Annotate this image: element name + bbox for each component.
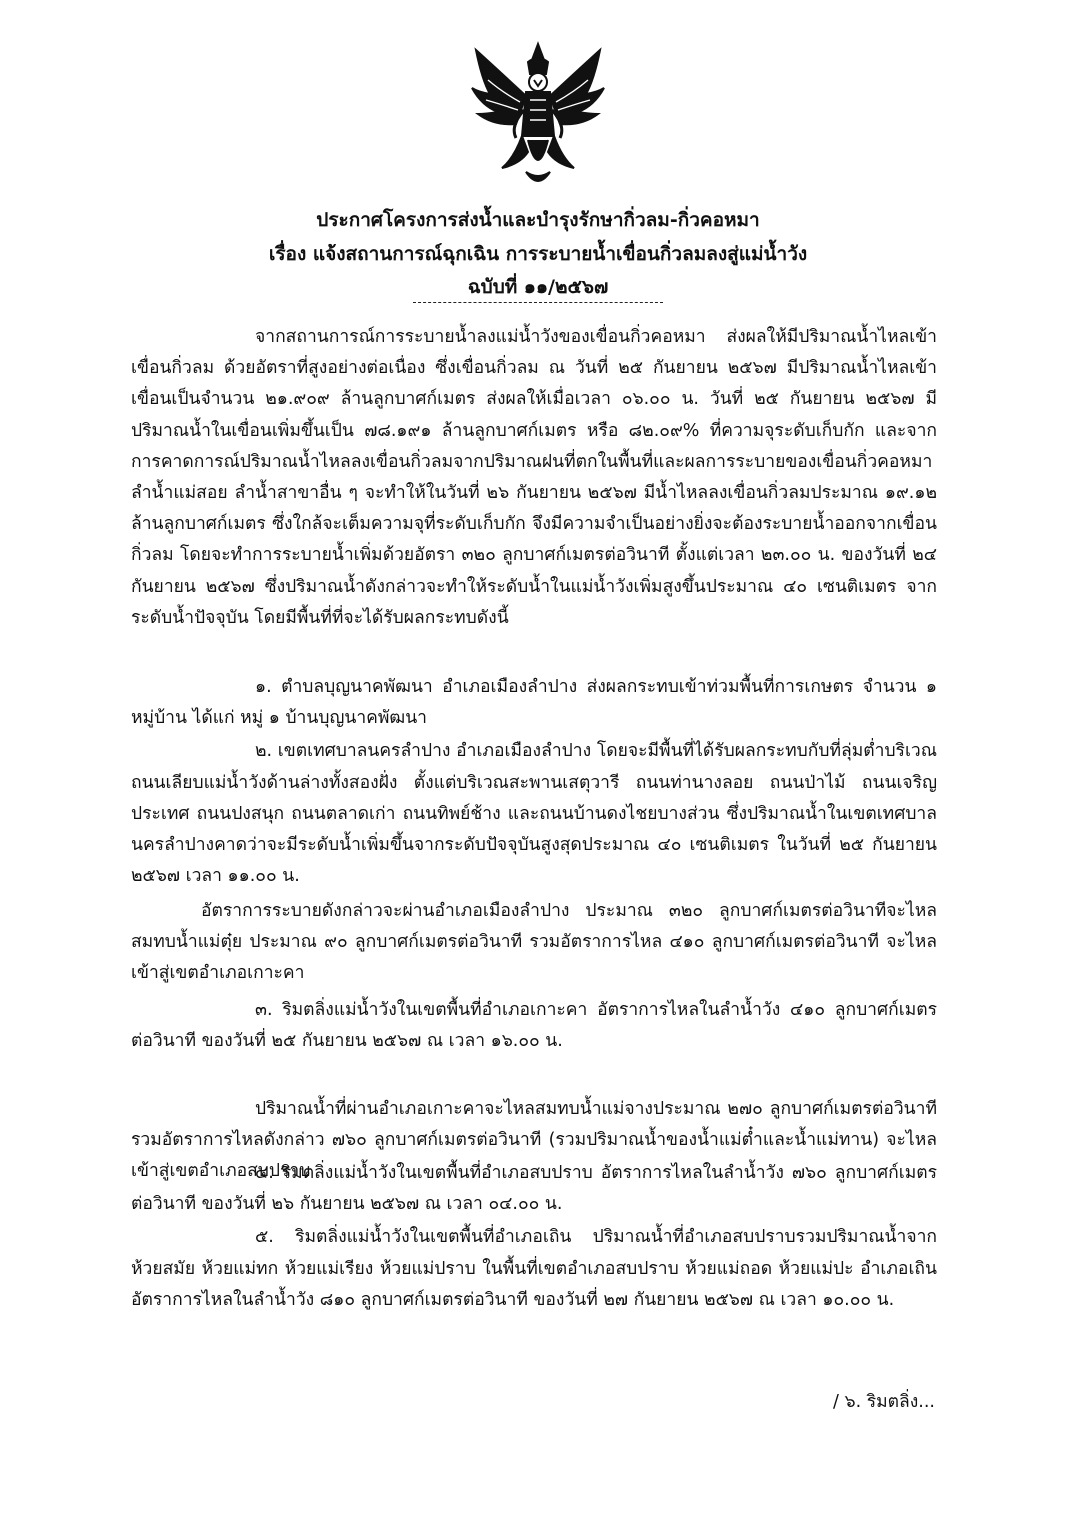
rate-note-2-text: ปริมาณน้ำที่ผ่านอำเภอเกาะคาจะไหลสมทบน้ำแม่จางประมาณ ๒๗๐ ลูกบาศก์เมตรต่อวินาที รวมอัตราการไหลดังกล่าว ๗๖๐ ลูกบาศก์เมตรต่อวินาที (รวมปริมาณน้ำของน้ำแม่ต๋ำและน้ำแม่ทาน) จะไหลเข้าสู่เขตอำเภอสบปราบ <box>131 1099 937 1182</box>
list-item-3: ๓. ริมตลิ่งแม่น้ำวังในเขตพื้นที่อำเภอเกาะคา อัตราการไหลในลำน้ำวัง ๔๑๐ ลูกบาศก์เมตรต่อวินาที ของวันที่ ๒๕ กันยายน ๒๕๖๗ ณ เวลา ๑๖.๐๐ น. <box>131 1000 937 1052</box>
continuation-marker: / ๖. ริมตลิ่ง... <box>833 1392 935 1412</box>
intro-text: จากสถานการณ์การระบายน้ำลงแม่น้ำวังของเขื่อนกิ่วคอหมา ส่งผลให้มีปริมาณน้ำไหลเข้าเขื่อนกิ่วลม ด้วยอัตราที่สูงอย่างต่อเนื่อง ซึ่งเขื่อนกิ่วลม ณ วันที่ ๒๕ กันยายน ๒๕๖๗ มีปริมาณน้ำไหลเข้าเขื่อนเป็นจำนวน ๒๑.๙๐๙ ล้านลูกบาศก์เมตร ส่งผลให้เมื่อเวลา ๐๖.๐๐ น. วันที่ ๒๕ กันยายน ๒๕๖๗ มีปริมาณน้ำในเขื่อนเพิ่มขึ้นเป็น ๗๘.๑๙๑ ล้านลูกบาศก์เมตร หรือ ๘๒.๐๙% ที่ความจุระดับเก็บกัก และจากการคาดการณ์ปริมาณน้ำไหลลงเขื่อนกิ่วลมจากปริมาณฝนที่ตกในพื้นที่และผลการระบายของเขื่อนกิ่วคอหมา ลำน้ำแม่สอย ลำน้ำสาขาอื่น ๆ จะทำให้ในวันที่ ๒๖ กันยายน ๒๕๖๗ มีน้ำไหลลงเขื่อนกิ่วลมประมาณ ๑๙.๑๒ ล้านลูกบาศก์เมตร ซึ่งใกล้จะเต็มความจุที่ระดับเก็บกัก จึงมีความจำเป็นอย่างยิ่งจะต้องระบายน้ำออกจากเขื่อนกิ่วลม โดยจะทำการระบายน้ำเพิ่มด้วยอัตรา ๓๒๐ ลูกบาศก์เมตรต่อวินาที ตั้งแต่เวลา ๒๓.๐๐ น. ของวันที่ ๒๔ กันยายน ๒๕๖๗ ซึ่งปริมาณน้ำดังกล่าวจะทำให้ระดับน้ำในแม่น้ำวังเพิ่มสูงขึ้นประมาณ ๔๐ เซนติเมตร จากระดับน้ำปัจจุบัน โดยมีพื้นที่ที่จะได้รับผลกระทบดังนี้ <box>131 327 937 628</box>
rate-note-1-text: อัตราการระบายดังกล่าวจะผ่านอำเภอเมืองลำปาง ประมาณ ๓๒๐ ลูกบาศก์เมตรต่อวินาทีจะไหลสมทบน้ำแม่ตุ๋ย ประมาณ ๙๐ ลูกบาศก์เมตรต่อวินาที รวมอัตราการไหล ๔๑๐ ลูกบาศก์เมตรต่อวินาที จะไหลเข้าสู่เขตอำเภอเกาะคา <box>131 901 937 984</box>
affected-areas-list <box>131 672 937 892</box>
intro-paragraph <box>131 322 937 634</box>
list-item-2: ๒. เขตเทศบาลนครลำปาง อำเภอเมืองลำปาง โดยจะมีพื้นที่ได้รับผลกระทบกับที่ลุ่มต่ำบริเวณถนนเลียบแม่น้ำวังด้านล่างทั้งสองฝั่ง ตั้งแต่บริเวณสะพานเสตุวารี ถนนท่านางลอย ถนนป่าไม้ ถนนเจริญประเทศ ถนนปงสนุก ถนนตลาดเก่า ถนนทิพย์ช้าง และถนนบ้านดงไชยบางส่วน ซึ่งปริมาณน้ำในเขตเทศบาลนครลำปางคาดว่าจะมีระดับน้ำเพิ่มขึ้นจากระดับปัจจุบันสูงสุดประมาณ ๔๐ เซนติเมตร ในวันที่ ๒๕ กันยายน ๒๕๖๗ เวลา ๑๑.๐๐ น. <box>131 741 938 887</box>
list-item-3-block <box>131 995 937 1057</box>
garuda-emblem-icon <box>468 40 608 192</box>
list-item-5: ๕. ริมตลิ่งแม่น้ำวังในเขตพื้นที่อำเภอเถิน ปริมาณน้ำที่อำเภอสบปราบรวมปริมาณน้ำจากห้วยสมัย ห้วยแม่ทก ห้วยแม่เรียง ห้วยแม่ปราบ ในพื้นที่เขตอำเภอสบปราบ ห้วยแม่ถอด ห้วยแม่ปะ อำเภอเถิน อัตราการไหลในลำน้ำวัง ๘๑๐ ลูกบาศก์เมตรต่อวินาที ของวันที่ ๒๗ กันยายน ๒๕๖๗ ณ เวลา ๑๐.๐๐ น. <box>131 1227 937 1310</box>
rate-note-1 <box>131 896 937 990</box>
list-item-1: ๑. ตำบลบุญนาคพัฒนา อำเภอเมืองลำปาง ส่งผลกระทบเข้าท่วมพื้นที่การเกษตร จำนวน ๑ หมู่บ้าน ได้แก่ หมู่ ๑ บ้านบุญนาคพัฒนา <box>131 677 937 729</box>
list-item-4-block <box>131 1158 937 1316</box>
announcement-title: ประกาศโครงการส่งน้ำและบำรุงรักษากิ่วลม-กิ่วคอหมา <box>316 209 760 231</box>
announcement-number: ฉบับที่ ๑๑/๒๕๖๗ <box>467 276 609 298</box>
announcement-subject: เรื่อง แจ้งสถานการณ์ฉุกเฉิน การระบายน้ำเขื่อนกิ่วลมลงสู่แม่น้ำวัง <box>268 243 808 265</box>
title-divider <box>413 302 663 303</box>
list-item-4: ๔. ริมตลิ่งแม่น้ำวังในเขตพื้นที่อำเภอสบปราบ อัตราการไหลในลำน้ำวัง ๗๖๐ ลูกบาศก์เมตรต่อวินาที ของวันที่ ๒๖ กันยายน ๒๕๖๗ ณ เวลา ๐๔.๐๐ น. <box>131 1163 937 1215</box>
